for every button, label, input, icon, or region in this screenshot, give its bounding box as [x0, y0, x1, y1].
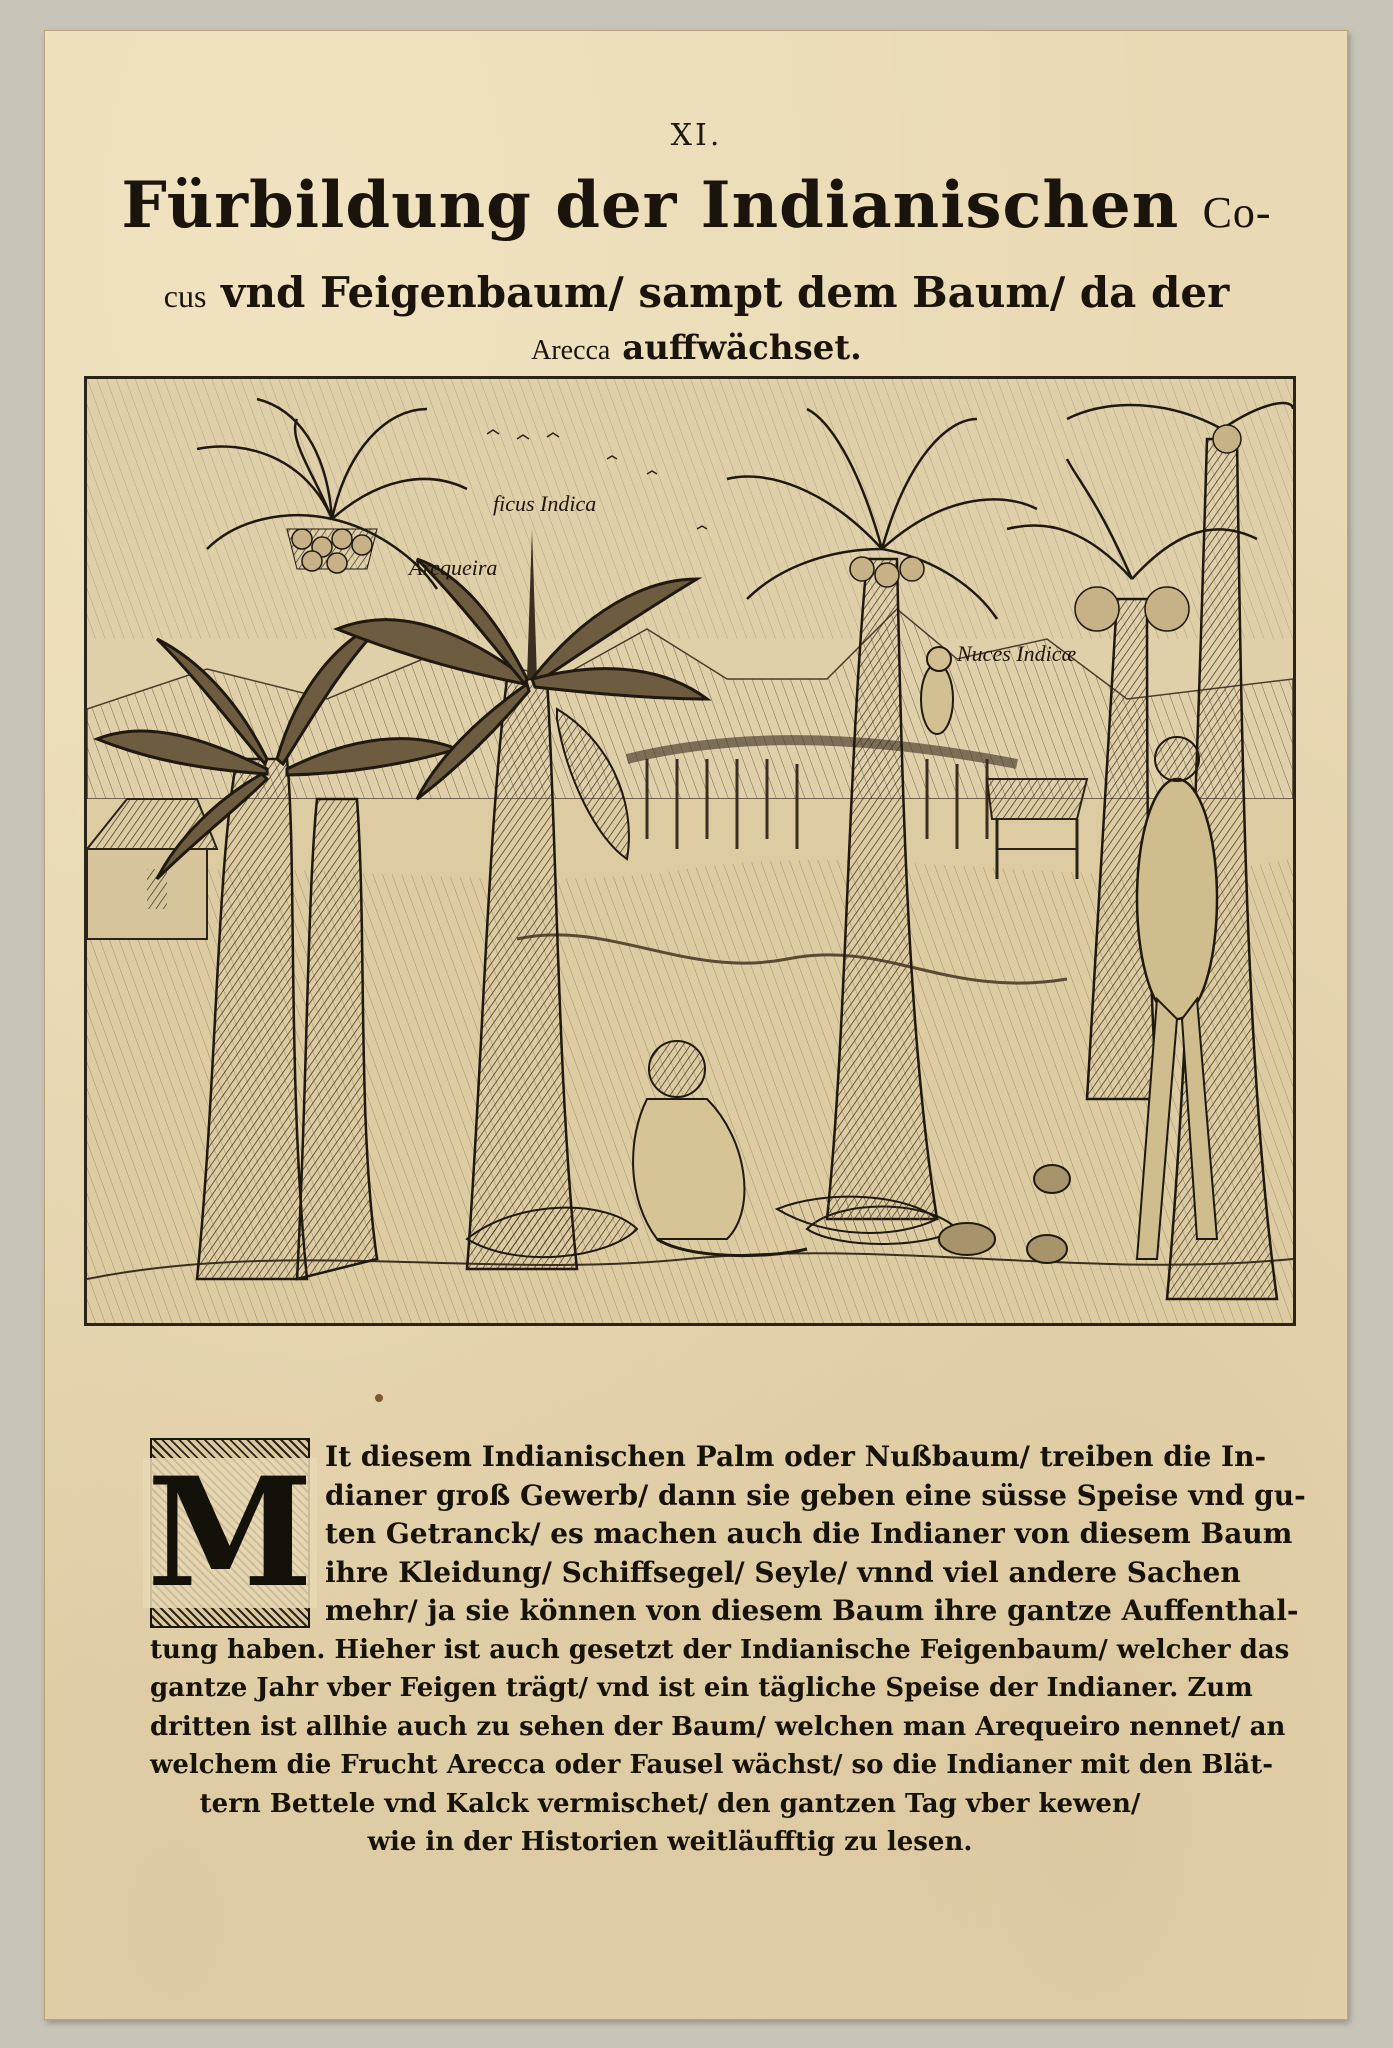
title-text-2: vnd Feigenbaum/ sampt dem Baum/ da der: [221, 268, 1230, 317]
drop-cap-letter: M: [143, 1458, 317, 1608]
description-text: [146, 1438, 1306, 1862]
engraving-illustration: [84, 376, 1296, 1326]
text-line-7: gantze Jahr vber Feigen trägt/ vnd ist ein tägliche Speise der Indianer. Zum: [150, 1673, 1253, 1703]
text-line-11: wie in der Historien weitläufftig zu lesen.: [367, 1827, 973, 1857]
title-text-1: Fürbildung der Indianischen: [121, 168, 1180, 243]
text-line-2: dianer groß Gewerb/ dann sie geben eine süsse Speise vnd gu-: [325, 1478, 1306, 1512]
label-nuces-indicae: Nuces Indicæ: [957, 641, 1077, 666]
text-line-1: It diesem Indianischen Palm oder Nußbaum/ treiben die In-: [325, 1440, 1267, 1473]
text-line-6: tung haben. Hieher ist auch gesetzt der Indianische Feigenbaum/ welcher das: [150, 1634, 1290, 1665]
title-roman-1: Co-: [1202, 188, 1272, 237]
text-line-3: ten Getranck/ es machen auch die Indianer von diesem Baum: [325, 1517, 1293, 1550]
text-line-10: tern Bettele vnd Kalck vermischet/ den gantzen Tag vber kewen/: [199, 1788, 1141, 1819]
title-roman-3: Arecca: [531, 335, 611, 366]
text-line-4: ihre Kleidung/ Schiffsegel/ Seyle/ vnnd viel andere Sachen: [325, 1555, 1241, 1589]
text-line-5: mehr/ ja sie können von diesem Baum ihre gantze Auffenthal-: [325, 1594, 1299, 1627]
drop-cap-initial: [146, 1438, 314, 1628]
title-line-1: [0, 168, 1393, 243]
title-line-3: [0, 328, 1393, 368]
label-arequeira: Arequeira: [409, 555, 498, 580]
label-ficus-indica: ficus Indica: [493, 491, 597, 516]
title-roman-2: cus: [163, 278, 207, 314]
engraving-scene: [87, 379, 1293, 1323]
title-line-2: [0, 268, 1393, 317]
text-line-9: welchem die Frucht Arecca oder Fausel wächst/ so die Indianer mit den Blät-: [150, 1750, 1274, 1780]
text-line-8: dritten ist allhie auch zu sehen der Baum/ welchen man Arequeiro nennet/ an: [150, 1711, 1286, 1742]
plate-number: XI.: [670, 118, 723, 153]
foxing-spot: [375, 1394, 383, 1402]
title-text-3: auffwächset.: [622, 328, 862, 368]
